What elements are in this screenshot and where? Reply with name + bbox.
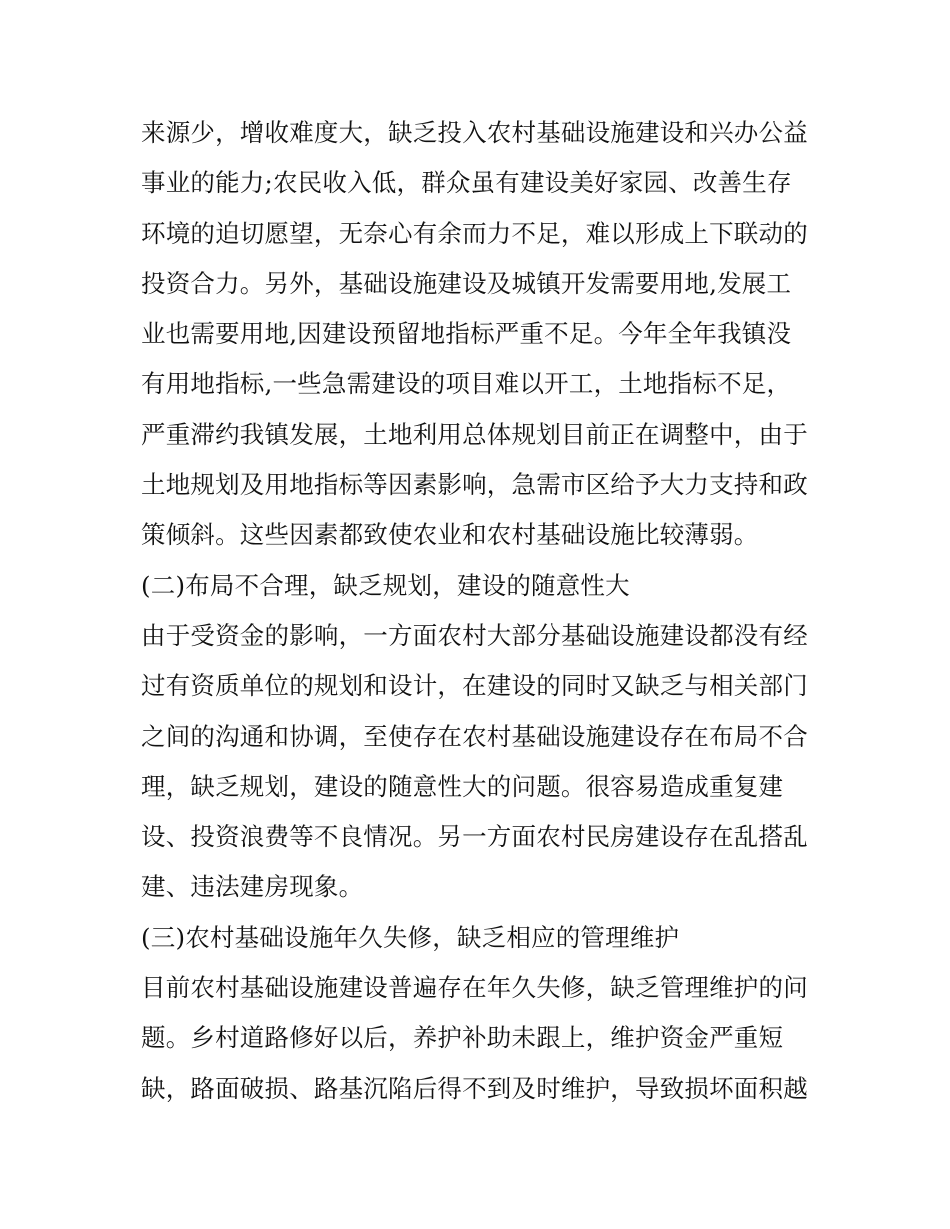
section-heading: (三)农村基础设施年久失修，缺乏相应的管理维护: [141, 922, 680, 952]
body-line: 题。乡村道路修好以后，养护补助未跟上，维护资金严重短: [141, 1023, 784, 1053]
body-line: 环境的迫切愿望，无奈心有余而力不足，难以形成上下联动的: [141, 218, 808, 248]
body-line: 严重滞约我镇发展，土地利用总体规划目前正在调整中，由于: [141, 419, 808, 449]
body-line: 过有资质单位的规划和设计，在建设的同时又缺乏与相关部门: [141, 671, 808, 701]
body-line: 投资合力。另外，基础设施建设及城镇开发需要用地,发展工: [141, 268, 792, 298]
body-line: 事业的能力;农民收入低，群众虽有建设美好家园、改善生存: [141, 168, 792, 198]
body-line: 由于受资金的影响，一方面农村大部分基础设施建设都没有经: [141, 620, 808, 650]
body-line: 建、违法建房现象。: [141, 872, 364, 902]
body-line: 策倾斜。这些因素都致使农业和农村基础设施比较薄弱。: [141, 520, 759, 550]
body-line: 之间的沟通和协调，至使存在农村基础设施建设存在布局不合: [141, 721, 808, 751]
body-line: 理，缺乏规划，建设的随意性大的问题。很容易造成重复建: [141, 771, 784, 801]
body-line: 缺，路面破损、路基沉陷后得不到及时维护，导致损坏面积越: [141, 1073, 808, 1103]
body-line: 土地规划及用地指标等因素影响，急需市区给予大力支持和政: [141, 470, 808, 500]
body-line: 目前农村基础设施建设普遍存在年久失修，缺乏管理维护的问: [141, 973, 808, 1003]
body-line: 设、投资浪费等不良情况。另一方面农村民房建设存在乱搭乱: [141, 822, 808, 852]
body-line: 来源少，增收难度大，缺乏投入农村基础设施建设和兴办公益: [141, 118, 808, 147]
section-heading: (二)布局不合理，缺乏规划，建设的随意性大: [141, 570, 630, 600]
document-body: [141, 108, 821, 1114]
body-line: 有用地指标,一些急需建设的项目难以开工，土地指标不足，: [141, 369, 792, 399]
body-line: 业也需要用地,因建设预留地指标严重不足。今年全年我镇没: [141, 319, 792, 349]
